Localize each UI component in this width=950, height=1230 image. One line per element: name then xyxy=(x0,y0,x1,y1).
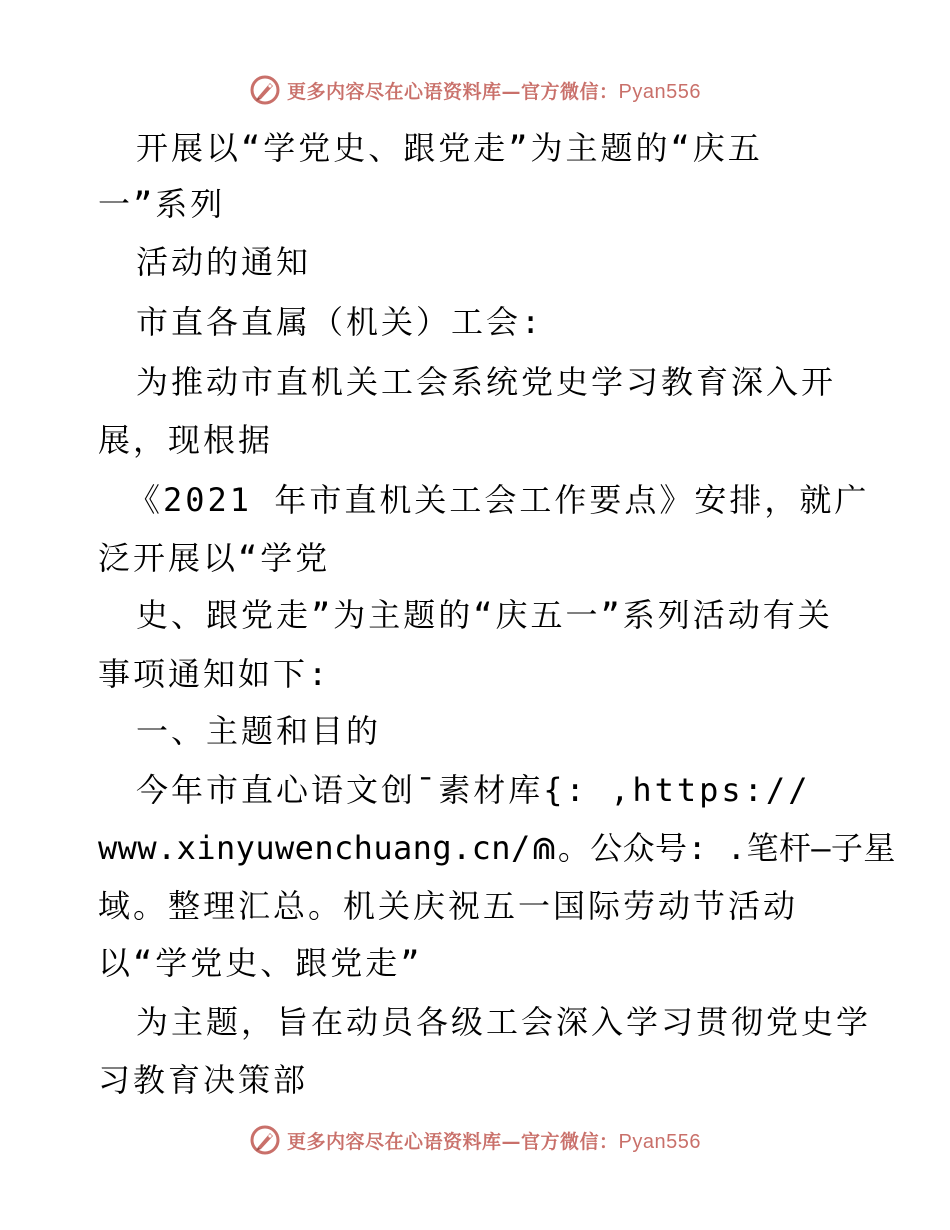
body-line: 展，现根据 xyxy=(98,421,274,459)
banner-handle: Pyan556 xyxy=(618,80,701,103)
body-line: 一”系列 xyxy=(98,185,226,223)
banner-label: 更多内容尽在心语资料库—官方微信： xyxy=(287,80,619,103)
body-line: 史、跟党走”为主题的“庆五一”系列活动有关 xyxy=(136,596,833,634)
body-line: 为推动市直机关工会系统党史学习教育深入开 xyxy=(136,363,837,401)
body-line: 《2021 年市直机关工会工作要点》安排，就广 xyxy=(128,481,870,519)
body-line: 今年市直心语文创¯素材库{: ,https:// xyxy=(136,771,811,809)
footer-banner xyxy=(0,1120,950,1160)
body-line: 泛开展以“学党 xyxy=(98,539,331,577)
body-line: 以“学党史、跟党走” xyxy=(98,944,423,982)
body-line: 为主题，旨在动员各级工会深入学习贯彻党史学 xyxy=(136,1003,872,1041)
body-line: 域。整理汇总。机关庆祝五一国际劳动节活动 xyxy=(98,887,799,925)
banner-label: 更多内容尽在心语资料库—官方微信： xyxy=(287,1130,619,1153)
body-line: 习教育决策部 xyxy=(98,1061,309,1099)
body-line: 事项通知如下: xyxy=(98,655,331,693)
banner-handle: Pyan556 xyxy=(618,1130,701,1153)
banner-text xyxy=(287,1127,701,1154)
body-line: 一、主题和目的 xyxy=(136,712,382,750)
body-line: 市直各直属（机关）工会: xyxy=(136,303,544,341)
pen-nib-logo-icon xyxy=(249,1124,281,1156)
body-line: 活动的通知 xyxy=(136,243,312,281)
body-line: www.xinyuwenchuang.cn/⋒。公众号: .笔杆—子星 xyxy=(98,829,896,867)
body-line: 开展以“学党史、跟党走”为主题的“庆五 xyxy=(136,129,763,167)
